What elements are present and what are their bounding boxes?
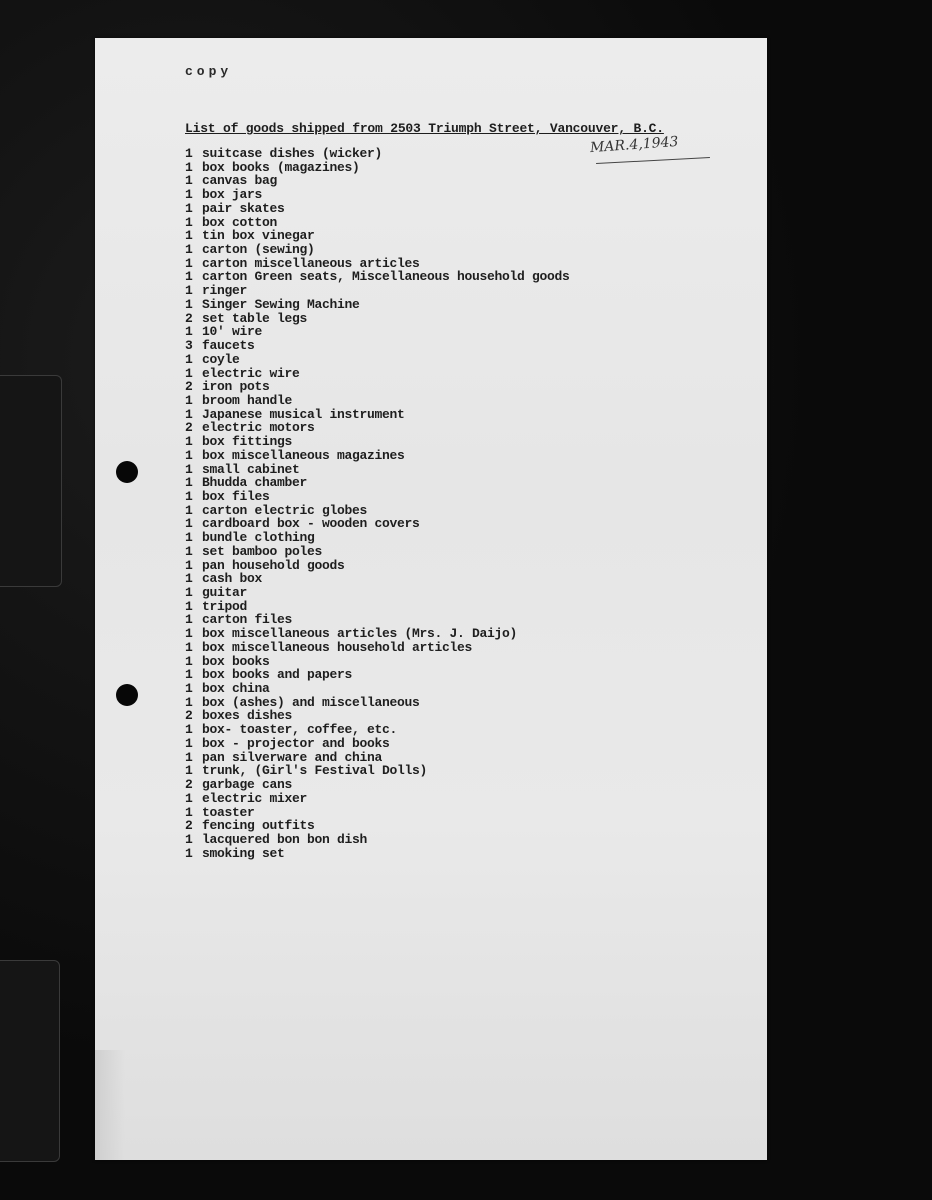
item-description: 10' wire <box>202 324 263 340</box>
list-item <box>185 216 570 230</box>
item-description: carton electric globes <box>202 502 368 518</box>
list-item <box>185 408 570 422</box>
item-description: box- toaster, coffee, etc. <box>202 722 398 738</box>
item-quantity: 1 <box>185 283 193 299</box>
list-item <box>185 367 570 381</box>
list-item <box>185 819 570 833</box>
item-quantity: 1 <box>185 324 193 340</box>
item-quantity: 1 <box>185 845 193 861</box>
copy-label: copy <box>185 64 233 79</box>
list-item <box>185 504 570 518</box>
item-description: broom handle <box>202 392 293 408</box>
item-quantity: 1 <box>185 557 193 573</box>
item-quantity: 1 <box>185 804 193 820</box>
list-item <box>185 847 570 861</box>
item-description: pair skates <box>202 200 285 216</box>
list-item <box>185 792 570 806</box>
list-item <box>185 778 570 792</box>
item-description: electric mixer <box>202 790 308 806</box>
item-description: set table legs <box>202 310 308 326</box>
item-description: box fittings <box>202 434 293 450</box>
item-description: pan household goods <box>202 557 345 573</box>
list-item <box>185 531 570 545</box>
item-description: tin box vinegar <box>202 228 315 244</box>
list-item <box>185 298 570 312</box>
list-item <box>185 627 570 641</box>
item-quantity: 2 <box>185 379 193 395</box>
item-quantity: 1 <box>185 406 193 422</box>
list-item <box>185 463 570 477</box>
list-item <box>185 764 570 778</box>
item-quantity: 1 <box>185 255 193 271</box>
list-item <box>185 243 570 257</box>
item-description: Bhudda chamber <box>202 475 308 491</box>
item-quantity: 2 <box>185 708 193 724</box>
item-quantity: 1 <box>185 475 193 491</box>
item-description: box cotton <box>202 214 278 230</box>
item-description: box jars <box>202 187 263 203</box>
list-item <box>185 490 570 504</box>
list-item <box>185 394 570 408</box>
item-description: box books (magazines) <box>202 159 360 175</box>
item-description: box china <box>202 681 270 697</box>
item-description: small cabinet <box>202 461 300 477</box>
list-item <box>185 270 570 284</box>
item-description: faucets <box>202 338 255 354</box>
item-description: carton (sewing) <box>202 242 315 258</box>
item-description: electric wire <box>202 365 300 381</box>
list-item <box>185 161 570 175</box>
item-description: cardboard box - wooden covers <box>202 516 420 532</box>
list-item <box>185 517 570 531</box>
item-description: tripod <box>202 598 248 614</box>
list-item <box>185 257 570 271</box>
list-item <box>185 572 570 586</box>
item-description: lacquered bon bon dish <box>202 831 368 847</box>
item-description: box miscellaneous magazines <box>202 447 405 463</box>
item-description: box (ashes) and miscellaneous <box>202 694 420 710</box>
item-quantity: 1 <box>185 200 193 216</box>
item-description: electric motors <box>202 420 315 436</box>
item-quantity: 1 <box>185 173 193 189</box>
document-title: List of goods shipped from 2503 Triumph Street, Vancouver, B.C. <box>185 121 664 136</box>
item-quantity: 1 <box>185 516 193 532</box>
list-item <box>185 174 570 188</box>
item-description: guitar <box>202 585 248 600</box>
item-quantity: 2 <box>185 420 193 436</box>
binder-tab-lower <box>0 960 60 1162</box>
list-item <box>185 545 570 559</box>
item-description: ringer <box>202 283 248 299</box>
item-quantity: 2 <box>185 310 193 326</box>
item-description: box books and papers <box>202 667 353 683</box>
list-item <box>185 682 570 696</box>
item-quantity: 1 <box>185 639 193 655</box>
item-quantity: 1 <box>185 543 193 559</box>
list-item <box>185 586 570 600</box>
item-quantity: 1 <box>185 351 193 367</box>
handwritten-date: MAR.4,1943 <box>589 133 679 157</box>
item-quantity: 1 <box>185 626 193 642</box>
item-description: box miscellaneous household articles <box>202 639 473 655</box>
list-item <box>185 737 570 751</box>
list-item <box>185 353 570 367</box>
item-quantity: 1 <box>185 488 193 504</box>
list-item <box>185 559 570 573</box>
item-quantity: 1 <box>185 296 193 312</box>
item-quantity: 1 <box>185 228 193 244</box>
item-description: box - projector and books <box>202 735 390 751</box>
list-item <box>185 421 570 435</box>
list-item <box>185 723 570 737</box>
item-quantity: 1 <box>185 146 193 161</box>
item-quantity: 1 <box>185 735 193 751</box>
list-item <box>185 613 570 627</box>
item-quantity: 1 <box>185 571 193 587</box>
item-description: carton Green seats, Miscellaneous household goods <box>202 269 570 285</box>
item-description: box miscellaneous articles (Mrs. J. Daijo) <box>202 626 518 642</box>
item-quantity: 1 <box>185 598 193 614</box>
item-description: smoking set <box>202 845 285 861</box>
list-item <box>185 312 570 326</box>
item-description: suitcase dishes (wicker) <box>202 146 383 161</box>
list-item <box>185 325 570 339</box>
item-description: carton miscellaneous articles <box>202 255 420 271</box>
list-item <box>185 435 570 449</box>
list-item <box>185 696 570 710</box>
item-description: toaster <box>202 804 255 820</box>
item-description: bundle clothing <box>202 530 315 546</box>
list-item <box>185 668 570 682</box>
list-item <box>185 202 570 216</box>
item-description: canvas bag <box>202 173 278 189</box>
punch-hole <box>116 461 138 483</box>
punch-hole <box>116 684 138 706</box>
list-item <box>185 339 570 353</box>
item-quantity: 1 <box>185 585 193 600</box>
list-item <box>185 380 570 394</box>
item-quantity: 1 <box>185 749 193 765</box>
list-item <box>185 147 570 161</box>
item-description: Singer Sewing Machine <box>202 296 360 312</box>
item-quantity: 1 <box>185 681 193 697</box>
item-description: garbage cans <box>202 777 293 793</box>
list-item <box>185 709 570 723</box>
item-quantity: 1 <box>185 763 193 779</box>
item-quantity: 1 <box>185 612 193 628</box>
item-quantity: 1 <box>185 242 193 258</box>
list-item <box>185 449 570 463</box>
item-quantity: 1 <box>185 530 193 546</box>
item-quantity: 1 <box>185 447 193 463</box>
item-description: coyle <box>202 351 240 367</box>
item-quantity: 1 <box>185 653 193 669</box>
item-description: fencing outfits <box>202 818 315 834</box>
list-item <box>185 284 570 298</box>
item-quantity: 1 <box>185 269 193 285</box>
list-item <box>185 229 570 243</box>
item-description: box books <box>202 653 270 669</box>
item-description: boxes dishes <box>202 708 293 724</box>
item-quantity: 1 <box>185 187 193 203</box>
list-item <box>185 641 570 655</box>
item-quantity: 1 <box>185 461 193 477</box>
item-quantity: 1 <box>185 214 193 230</box>
item-description: iron pots <box>202 379 270 395</box>
item-description: carton files <box>202 612 293 628</box>
item-quantity: 2 <box>185 777 193 793</box>
item-quantity: 2 <box>185 818 193 834</box>
list-item <box>185 833 570 847</box>
goods-list <box>185 147 570 860</box>
item-quantity: 1 <box>185 790 193 806</box>
item-quantity: 1 <box>185 722 193 738</box>
list-item <box>185 806 570 820</box>
item-quantity: 1 <box>185 831 193 847</box>
list-item <box>185 476 570 490</box>
binder-tab-upper <box>0 375 62 587</box>
item-description: Japanese musical instrument <box>202 406 405 422</box>
item-description: pan silverware and china <box>202 749 383 765</box>
item-quantity: 1 <box>185 365 193 381</box>
list-item <box>185 188 570 202</box>
item-quantity: 1 <box>185 159 193 175</box>
item-description: trunk, (Girl's Festival Dolls) <box>202 763 428 779</box>
item-description: box files <box>202 488 270 504</box>
list-item <box>185 751 570 765</box>
list-item <box>185 600 570 614</box>
item-quantity: 1 <box>185 667 193 683</box>
item-quantity: 1 <box>185 392 193 408</box>
item-description: cash box <box>202 571 263 587</box>
item-description: set bamboo poles <box>202 543 323 559</box>
item-quantity: 1 <box>185 434 193 450</box>
list-item <box>185 655 570 669</box>
item-quantity: 3 <box>185 338 193 354</box>
item-quantity: 1 <box>185 502 193 518</box>
item-quantity: 1 <box>185 694 193 710</box>
